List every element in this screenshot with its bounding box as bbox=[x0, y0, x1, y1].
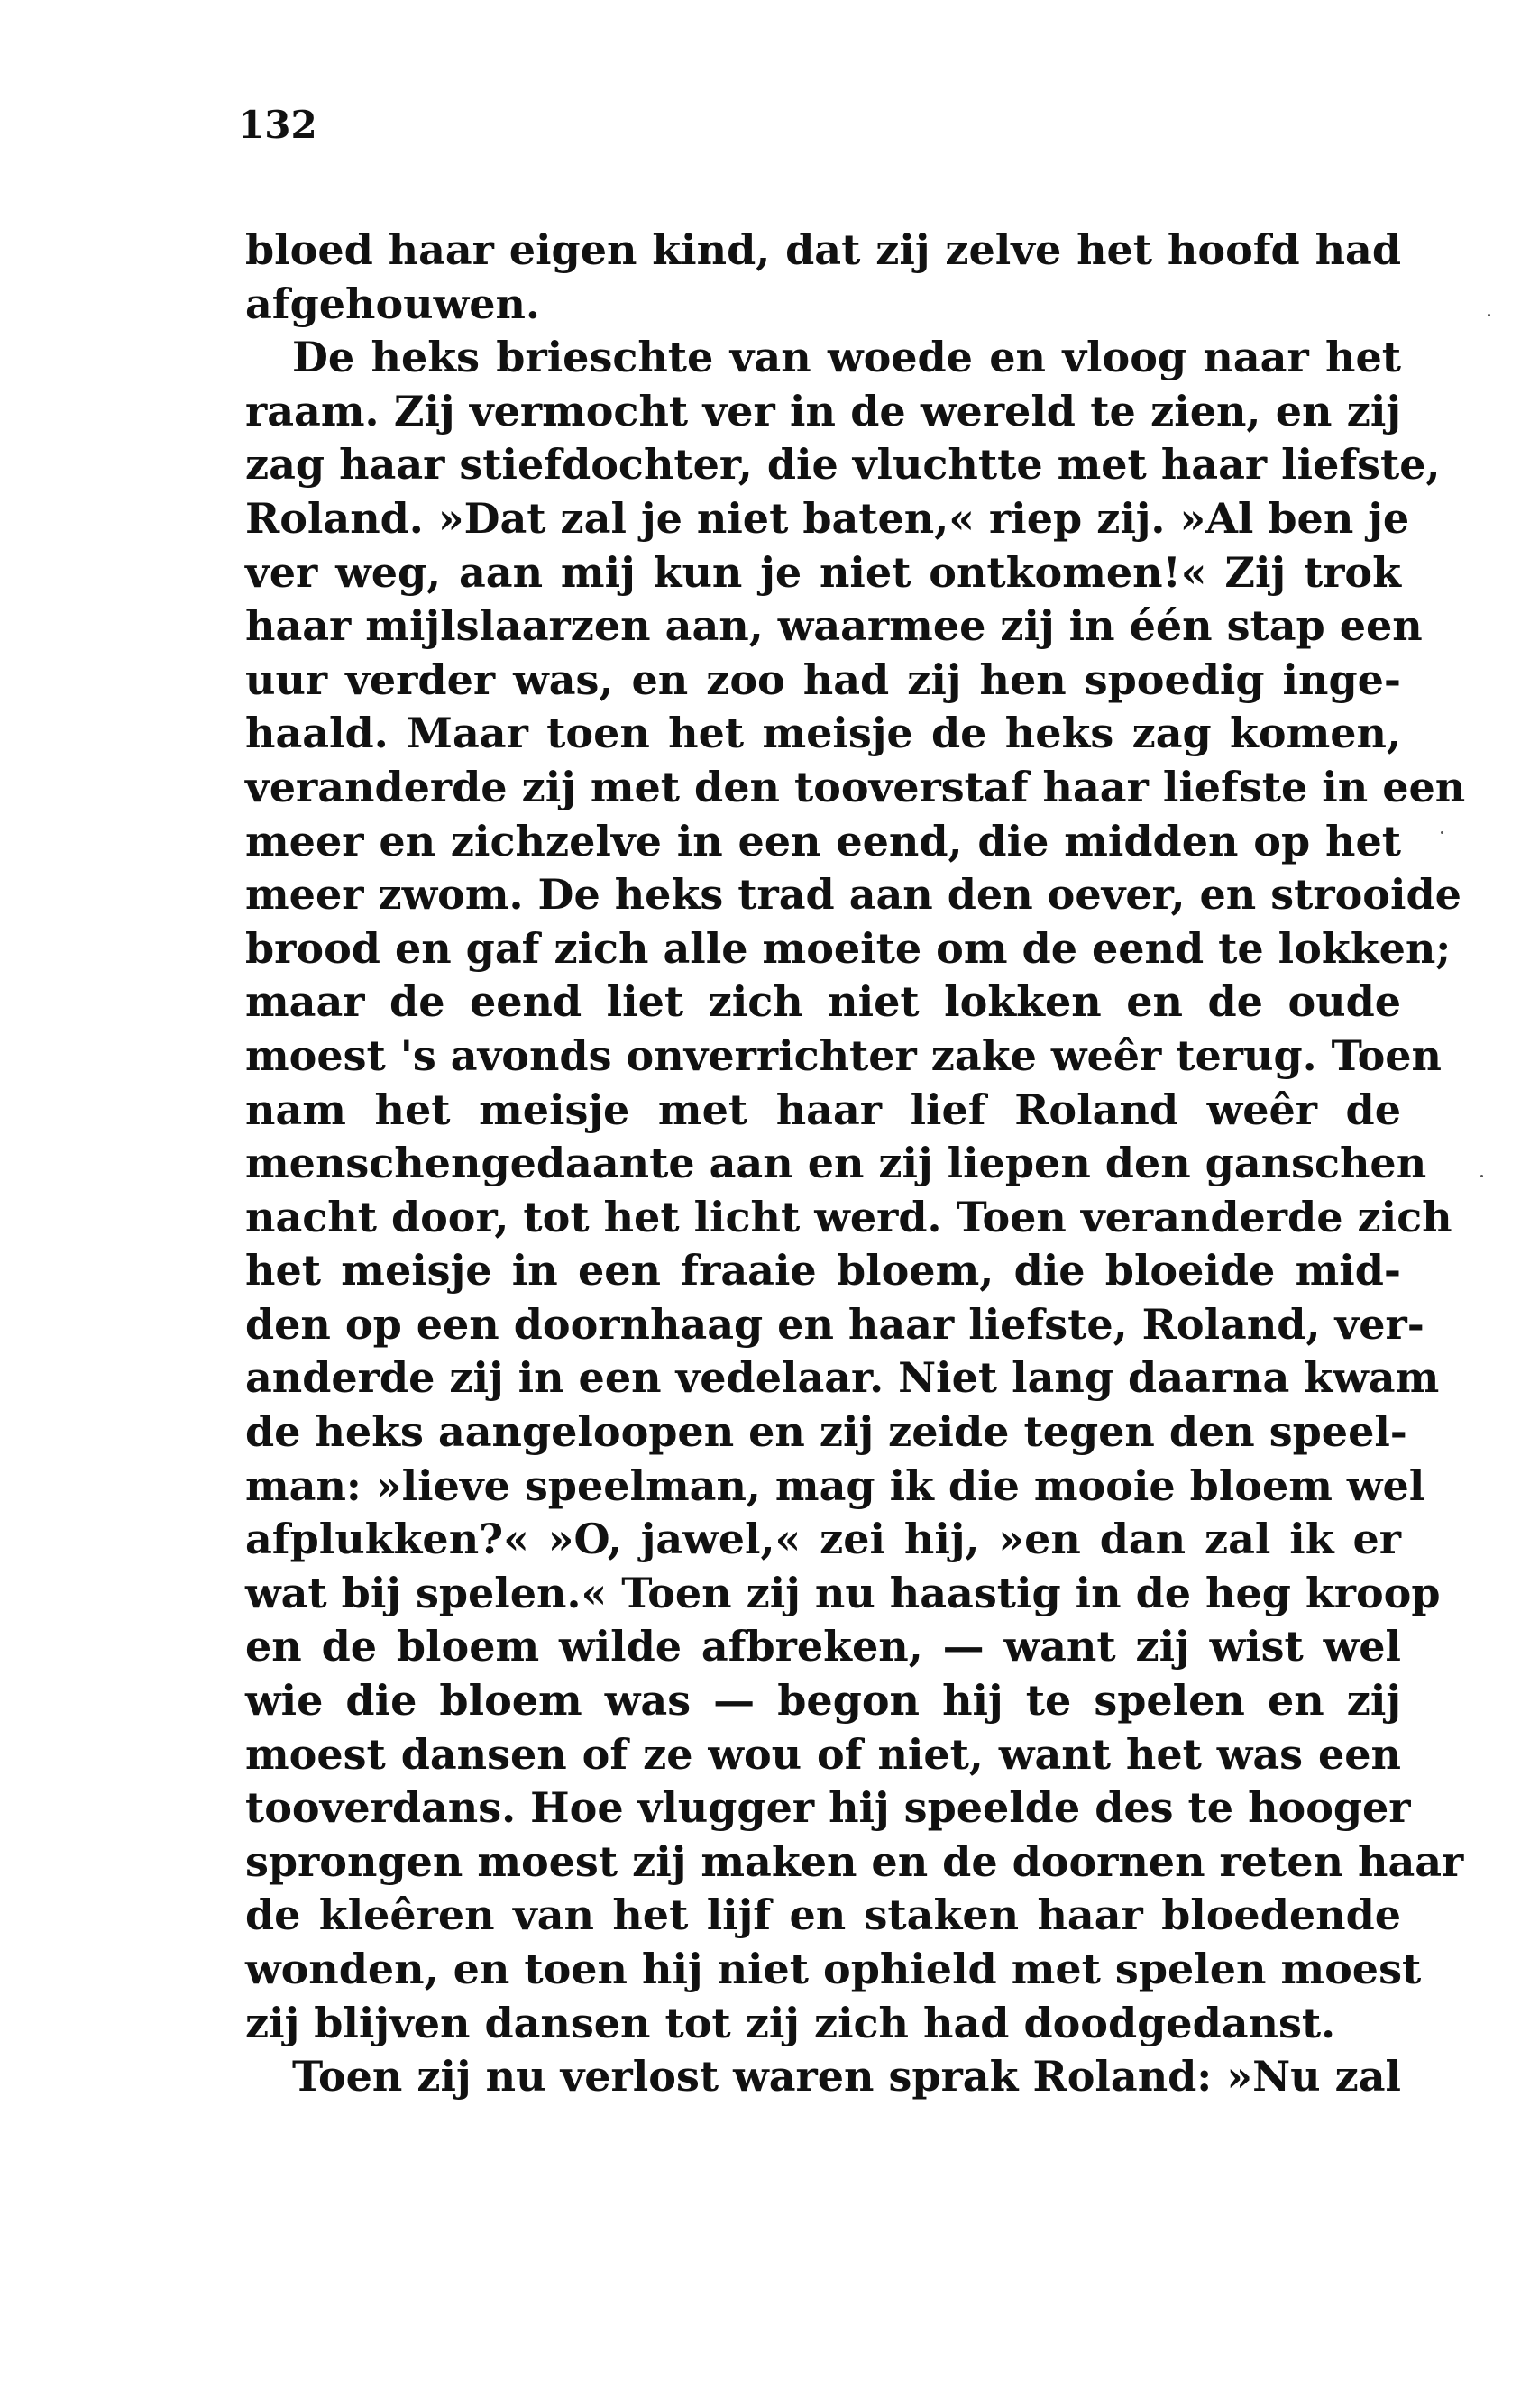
text-line: en de bloem wilde afbreken, — want zij wist wel bbox=[245, 1622, 1401, 1671]
text-line: sprongen moest zij maken en de doornen reten haar bbox=[245, 1836, 1464, 1886]
text-line: nam het meisje met haar lief Roland weêr de bbox=[245, 1085, 1401, 1134]
page-number: 132 bbox=[238, 103, 317, 147]
paper-speck bbox=[1441, 831, 1443, 834]
text-line: uur verder was, en zoo had zij hen spoedig inge- bbox=[245, 655, 1401, 704]
text-line: wonden, en toen hij niet ophield met spelen moest bbox=[245, 1945, 1422, 1993]
text-line: moest dansen of ze wou of niet, want het was een bbox=[245, 1729, 1401, 1779]
text-line: de kleêren van het lijf en staken haar bloedende bbox=[245, 1891, 1401, 1940]
text-line: Toen zij nu verlost waren sprak Roland: »Nu zal bbox=[292, 2052, 1401, 2101]
text-line: meer en zichzelve in een eend, die midden op het bbox=[245, 816, 1401, 865]
body-text bbox=[245, 224, 1466, 2104]
text-line: zij blijven dansen tot zij zich had doodgedanst. bbox=[245, 1998, 1336, 2047]
paper-speck bbox=[1480, 1175, 1483, 1177]
text-line: De heks brieschte van woede en vloog naar het bbox=[292, 333, 1401, 382]
text-line: afplukken?« »O, jawel,« zei hij, »en dan zal ik er bbox=[245, 1515, 1401, 1564]
text-line: tooverdans. Hoe vlugger hij speelde des te hooger bbox=[245, 1783, 1411, 1833]
text-line: menschengedaante aan en zij liepen den ganschen bbox=[245, 1139, 1427, 1188]
text-line: zag haar stiefdochter, die vluchtte met haar liefste, bbox=[245, 440, 1441, 490]
text-line: moest 's avonds onverrichter zake weêr terug. Toen bbox=[245, 1030, 1442, 1080]
text-line: man: »lieve speelman, mag ik die mooie bloem wel bbox=[245, 1460, 1425, 1510]
text-line: wat bij spelen.« Toen zij nu haastig in de heg kroop bbox=[245, 1568, 1441, 1617]
text-line: maar de eend liet zich niet lokken en de oude bbox=[245, 977, 1401, 1027]
text-line: raam. Zij vermocht ver in de wereld te zien, en zij bbox=[245, 386, 1401, 435]
text-line: Roland. »Dat zal je niet baten,« riep zij. »Al ben je bbox=[245, 493, 1410, 543]
text-line: wie die bloem was — begon hij te spelen en zij bbox=[245, 1676, 1401, 1726]
text-line: brood en gaf zich alle moeite om de eend te lokken; bbox=[245, 923, 1452, 973]
paper-speck bbox=[1488, 314, 1490, 316]
text-line: haald. Maar toen het meisje de heks zag komen, bbox=[245, 709, 1401, 758]
text-line: afgehouwen. bbox=[245, 279, 540, 328]
text-line: anderde zij in een vedelaar. Niet lang daarna kwam bbox=[245, 1353, 1440, 1403]
text-line: meer zwom. De heks trad aan den oever, en strooide bbox=[245, 870, 1461, 920]
text-line: ver weg, aan mij kun je niet ontkomen!« Zij trok bbox=[245, 547, 1401, 597]
text-line: de heks aangeloopen en zij zeide tegen den speel- bbox=[245, 1407, 1407, 1457]
text-line: veranderde zij met den tooverstaf haar liefste in een bbox=[245, 762, 1466, 811]
text-line: het meisje in een fraaie bloem, die bloeide mid- bbox=[245, 1246, 1401, 1296]
text-line: den op een doornhaag en haar liefste, Roland, ver- bbox=[245, 1299, 1424, 1349]
text-line: bloed haar eigen kind, dat zij zelve het hoofd had bbox=[245, 225, 1401, 274]
text-line: haar mijlslaarzen aan, waarmee zij in één stap een bbox=[245, 601, 1423, 651]
text-line: nacht door, tot het licht werd. Toen veranderde zich bbox=[245, 1192, 1452, 1241]
